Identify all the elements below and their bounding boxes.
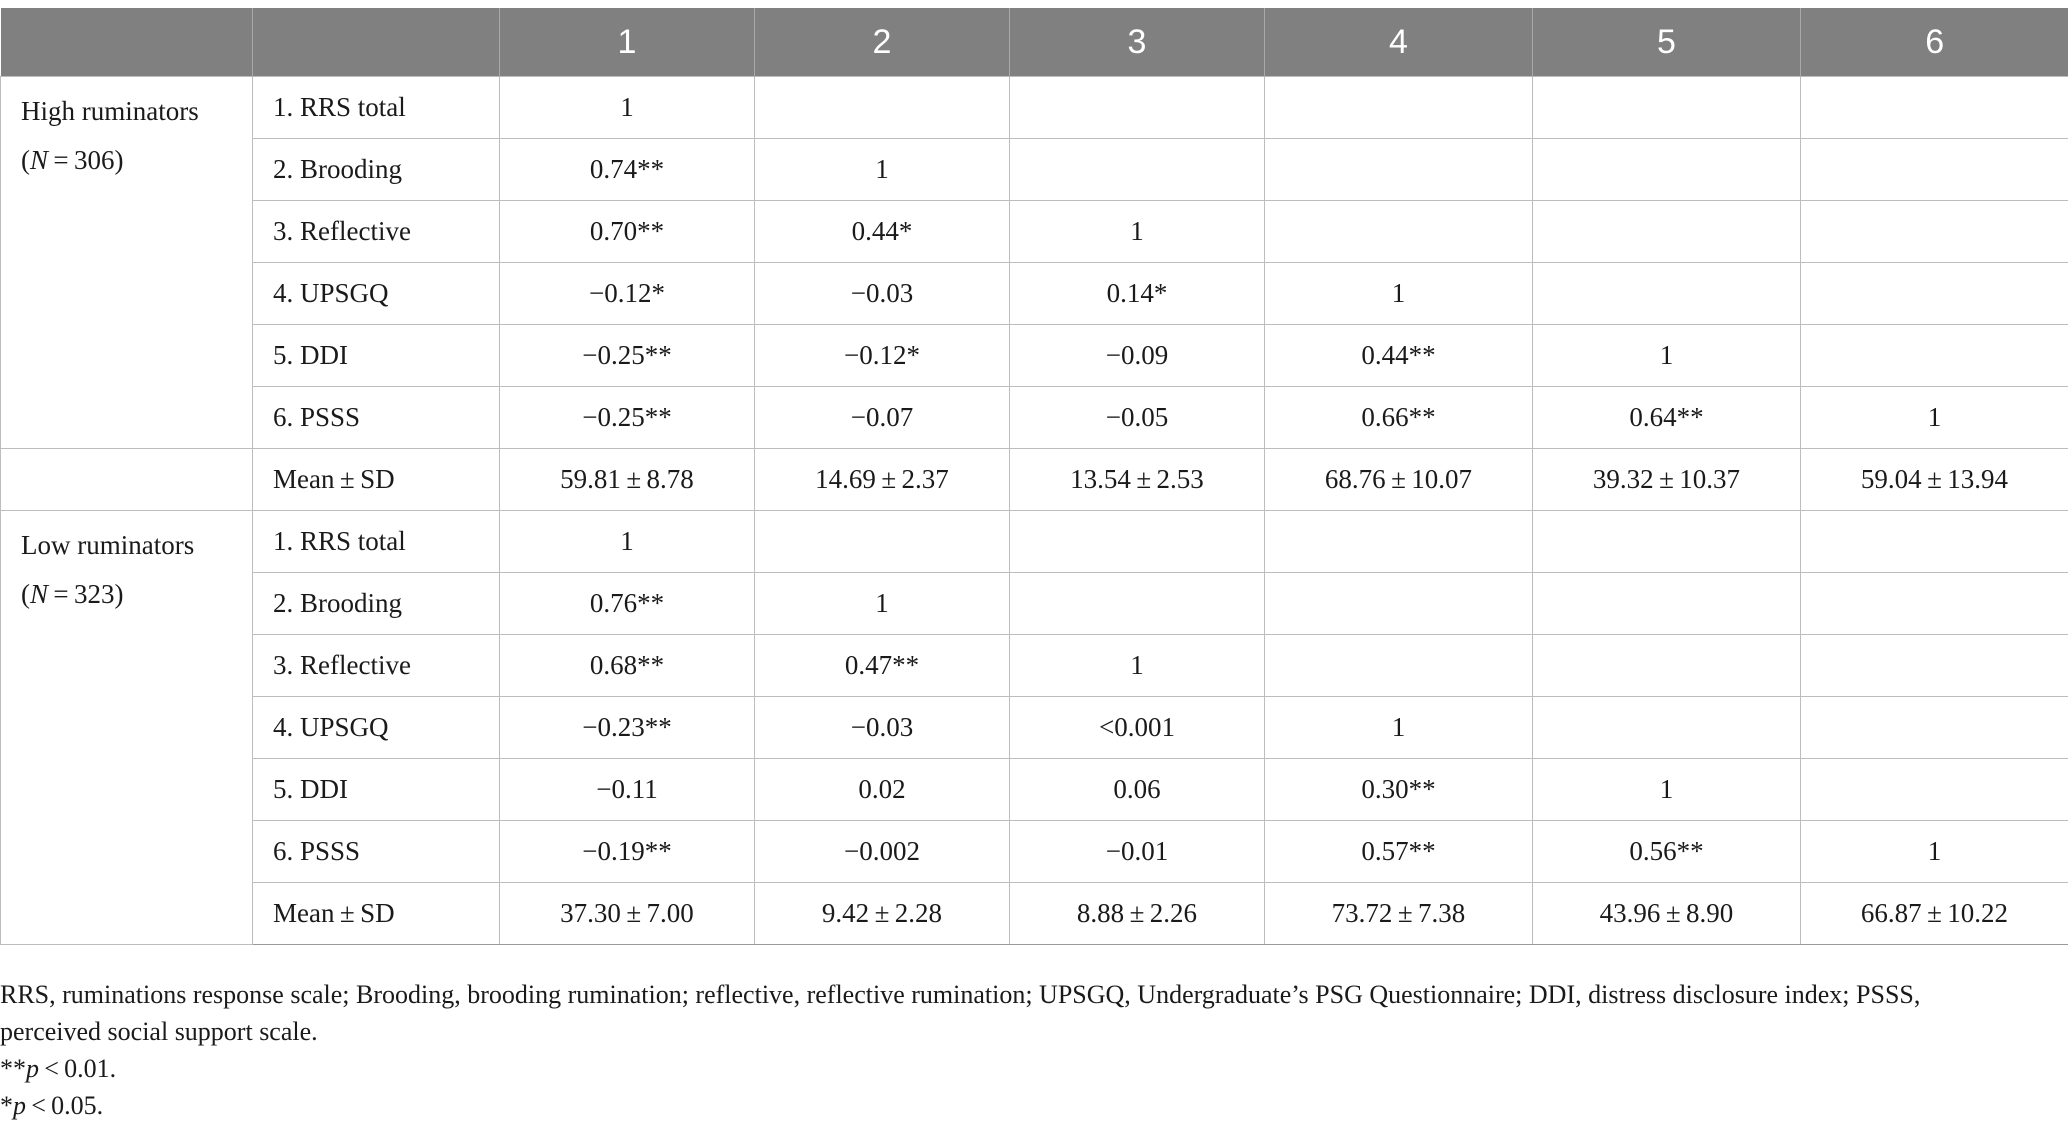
group-sample-size: (N = 323) [21,579,124,609]
table-cell: 1 [1801,387,2068,449]
table-cell [1533,139,1801,201]
table-cell [1265,511,1533,573]
table-cell: 0.14* [1010,263,1265,325]
table-cell: 14.69 ± 2.37 [755,449,1010,511]
table-cell: 1 [1801,821,2068,883]
table-row [1,325,2068,387]
table-cell: 1 [1265,263,1533,325]
table-row [1,139,2068,201]
table-cell: 9.42 ± 2.28 [755,883,1010,945]
table-cell: 43.96 ± 8.90 [1533,883,1801,945]
table-cell: 0.66** [1265,387,1533,449]
table-cell: 0.56** [1533,821,1801,883]
table-cell [1265,139,1533,201]
table-row [1,387,2068,449]
table-row [1,263,2068,325]
table-cell [1265,77,1533,139]
abbreviations-note: RRS, ruminations response scale; Brooding, brooding rumination; reflective, reflective rumination; UPSGQ, Undergraduate’s PSG Questionnaire; DDI, distress disclosure index; PSSS, perceived social support scale. [0,980,1921,1046]
table-cell: 1 [755,139,1010,201]
table-cell: −0.12* [500,263,755,325]
table-cell: 0.57** [1265,821,1533,883]
table-cell: 8.88 ± 2.26 [1010,883,1265,945]
table-row [1,759,2068,821]
table-cell [1801,325,2068,387]
table-cell: −0.07 [755,387,1010,449]
significance-note-p05: *p < 0.05. [0,1091,104,1120]
table-cell: −0.19** [500,821,755,883]
table-cell: <0.001 [1010,697,1265,759]
table-cell: 0.64** [1533,387,1801,449]
table-cell: 66.87 ± 10.22 [1801,883,2068,945]
table-cell [1533,635,1801,697]
table-cell: 0.68** [500,635,755,697]
table-cell [755,511,1010,573]
table-cell [1265,635,1533,697]
table-row [1,201,2068,263]
table-cell [1801,697,2068,759]
table-body [1,77,2068,945]
table-cell: −0.03 [755,263,1010,325]
variable-label: 3. Reflective [253,635,500,697]
table-row [1,573,2068,635]
table-cell: 1 [1533,759,1801,821]
header-cell: 5 [1533,8,1801,77]
table-cell: 68.76 ± 10.07 [1265,449,1533,511]
table-cell: 0.44* [755,201,1010,263]
header-cell: 3 [1010,8,1265,77]
header-cell [253,8,500,77]
table-cell [755,77,1010,139]
table-cell: 0.47** [755,635,1010,697]
mean-sd-row [1,449,2068,511]
header-row [1,8,2068,77]
group-sample-size: (N = 306) [21,145,124,175]
table-cell: 73.72 ± 7.38 [1265,883,1533,945]
table-cell: 0.44** [1265,325,1533,387]
table-row [1,511,2068,573]
header-cell: 4 [1265,8,1533,77]
table-cell [1801,635,2068,697]
table-cell: 1 [1010,201,1265,263]
table-cell: 59.04 ± 13.94 [1801,449,2068,511]
variable-label: 2. Brooding [253,139,500,201]
table-cell [1533,697,1801,759]
table-cell: 0.02 [755,759,1010,821]
table-row [1,635,2068,697]
group-label: Low ruminators [21,530,195,560]
significance-note-p01: **p < 0.01. [0,1054,117,1083]
table-cell: −0.03 [755,697,1010,759]
table-cell: −0.01 [1010,821,1265,883]
table-cell [1801,139,2068,201]
table-cell [1533,263,1801,325]
table-cell: 1 [1010,635,1265,697]
table-cell: 1 [500,511,755,573]
table-cell: 37.30 ± 7.00 [500,883,755,945]
variable-label: Mean ± SD [253,449,500,511]
variable-label: 2. Brooding [253,573,500,635]
header-cell: 6 [1801,8,2068,77]
table-cell: −0.25** [500,387,755,449]
variable-label: 5. DDI [253,325,500,387]
table-cell [1533,77,1801,139]
table-cell: 1 [755,573,1010,635]
variable-label: 5. DDI [253,759,500,821]
table-cell [1801,511,2068,573]
table-row [1,821,2068,883]
variable-label: 1. RRS total [253,511,500,573]
table-cell: −0.12* [755,325,1010,387]
empty-cell [1,449,253,511]
table-cell [1533,201,1801,263]
table-cell [1801,201,2068,263]
table-cell: 0.76** [500,573,755,635]
table-row [1,697,2068,759]
table-cell [1010,77,1265,139]
group-label-cell [1,77,253,449]
table-cell [1265,201,1533,263]
variable-label: 4. UPSGQ [253,697,500,759]
variable-label: 6. PSSS [253,387,500,449]
correlation-table [0,8,2068,945]
header-cell: 1 [500,8,755,77]
variable-label: 1. RRS total [253,77,500,139]
table-cell [1533,573,1801,635]
variable-label: 3. Reflective [253,201,500,263]
table-cell [1801,77,2068,139]
table-cell [1533,511,1801,573]
table-cell: −0.11 [500,759,755,821]
header-cell: 2 [755,8,1010,77]
table-cell: 0.70** [500,201,755,263]
table-cell [1801,573,2068,635]
table-cell: −0.23** [500,697,755,759]
table-row [1,77,2068,139]
table-cell: 0.74** [500,139,755,201]
table-cell: 13.54 ± 2.53 [1010,449,1265,511]
table-cell: 39.32 ± 10.37 [1533,449,1801,511]
table-cell [1265,573,1533,635]
table-cell: 1 [1265,697,1533,759]
table-cell: 0.30** [1265,759,1533,821]
table-cell [1801,759,2068,821]
mean-sd-row [1,883,2068,945]
variable-label: 6. PSSS [253,821,500,883]
table-cell: 0.06 [1010,759,1265,821]
table-cell: 1 [500,77,755,139]
table-cell [1010,511,1265,573]
table-cell: −0.25** [500,325,755,387]
table-cell [1010,573,1265,635]
table-cell [1010,139,1265,201]
group-label: High ruminators [21,96,199,126]
variable-label: 4. UPSGQ [253,263,500,325]
table-cell: 59.81 ± 8.78 [500,449,755,511]
table-cell: −0.09 [1010,325,1265,387]
variable-label: Mean ± SD [253,883,500,945]
table-cell: −0.05 [1010,387,1265,449]
table-cell: −0.002 [755,821,1010,883]
table-cell [1801,263,2068,325]
header-cell [1,8,253,77]
table-notes [0,976,2000,1124]
group-label-cell [1,511,253,945]
table-cell: 1 [1533,325,1801,387]
